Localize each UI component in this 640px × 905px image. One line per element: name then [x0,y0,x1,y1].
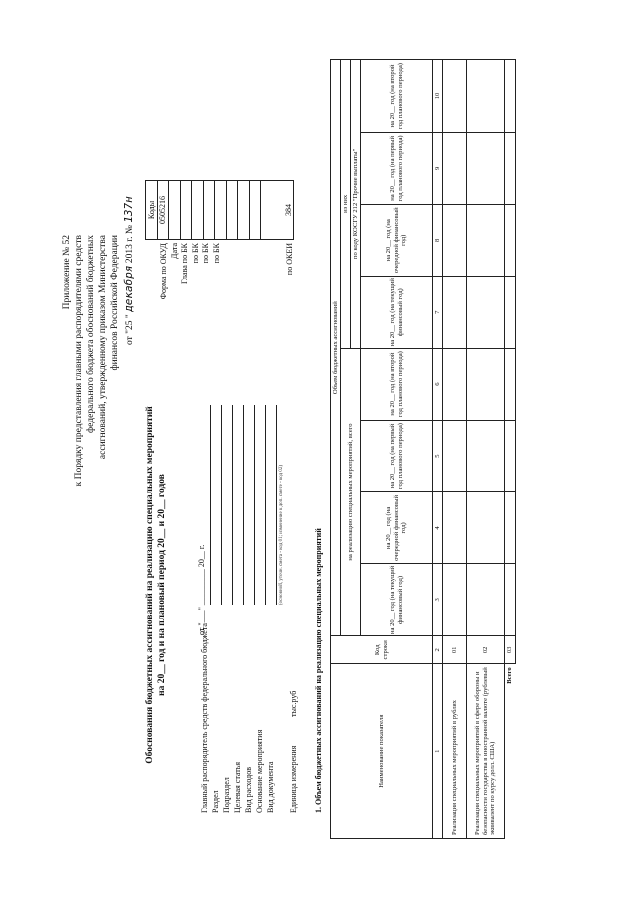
header-period-next: на 20__ год (на очередной финансовый год) [361,492,433,564]
field-subsection: Подраздел [222,777,231,813]
table-row-total [505,60,516,839]
code-date-value [169,181,181,240]
code-empty-3-value [249,181,261,240]
form-title-line-1: Обоснования бюджетных ассигнований на реализацию специальных мероприятий [145,406,155,764]
col-number-10: 10 [433,60,443,133]
header-period-plan1: на 20__ год (на первый год планового периода) [361,420,433,492]
field-section: Раздел [211,790,220,813]
header-kosgu-period-current: на 20__ год (на текущий финансовый год) [361,276,433,348]
header-indicator-name: Наименование показателя [331,664,433,839]
table-cell [467,60,505,133]
code-empty-1-value [226,181,238,240]
code-label-okud: Форма по ОКУД [159,243,168,300]
field-basis: Основание мероприятия [255,729,264,813]
field-target-item: Целевая статья [233,761,242,813]
table-cell [467,564,505,636]
table-cell [443,348,467,420]
col-number-9: 9 [433,132,443,204]
code-bk-3-value [215,181,227,240]
code-label-okei: по ОКЕИ [285,243,294,276]
codes-header: Коды [146,181,158,240]
code-chapter-value [180,181,192,240]
code-label-bk-3: по БК [212,243,221,264]
table-row [443,60,467,839]
header-of-them: из них [341,60,351,349]
code-label-date: Дата [170,243,179,259]
col-number-7: 7 [433,276,443,348]
code-bk-2-value [203,181,215,240]
code-bk-1-value [192,181,204,240]
table-cell [505,420,516,492]
unit-label: Единица измерения [289,745,298,813]
table-cell [467,276,505,348]
allocations-table [330,59,516,839]
table-cell [505,204,516,276]
col-number-8: 8 [433,204,443,276]
table-cell [443,132,467,204]
col-number-5: 5 [433,420,443,492]
col-number-2: 2 [433,636,443,664]
field-target-item-line [243,405,244,605]
codes-box [145,180,294,240]
table-cell [443,60,467,133]
header-kosgu-period-plan2: на 20__ год (на второй год планового периода) [361,60,433,133]
table-cell [467,132,505,204]
table-cell [505,132,516,204]
table-cell [443,492,467,564]
table-cell [505,564,516,636]
table-cell [505,60,516,133]
row-name-rubles: Реализация специальных мероприятий в рублях [443,664,467,839]
field-expense-type: Вид расходов [244,767,253,813]
field-main-manager: Главный распорядитель средств федерального бюджета [200,623,209,813]
code-label-bk-2: по БК [201,243,210,264]
header-kosgu-period-plan1: на 20__ год (на первый год планового периода) [361,132,433,204]
col-number-3: 3 [433,564,443,636]
field-basis-line [265,405,266,605]
header-period-plan2: на 20__ год (на второй год планового периода) [361,348,433,420]
order-date-line [123,196,136,345]
table-cell [443,276,467,348]
header-line-2: федерального бюджета обоснований бюджетных [86,235,96,433]
table-cell [467,348,505,420]
field-subsection-line [232,405,233,605]
header-budget-volume: Объем бюджетных ассигнований [331,60,341,636]
table-cell [467,420,505,492]
header-line-4: финансов Российской Федерации [110,235,120,371]
header-kosgu-212: по коду КОСГУ 212 "Прочие выплаты" [351,60,361,349]
form-title-line-2: на 20__ год и на плановый период 20__ и 20__ годов [157,474,167,696]
header-line-1: к Порядку представления главными распорядителями средств [74,235,84,487]
table-cell [443,204,467,276]
code-label-bk-1: по БК [191,243,200,264]
field-section-line [221,405,222,605]
table-cell [443,420,467,492]
table-cell [505,348,516,420]
order-from: от "25 " [125,314,135,345]
appendix-number: Приложение № 52 [62,235,72,310]
code-okud-value: 0505216 [157,181,169,240]
order-month: декабря [122,265,135,312]
table-row [467,60,505,839]
field-document-type-line [276,405,277,605]
section-title: 1. Объем бюджетных ассигнований на реализацию специальных мероприятий [314,528,323,813]
code-okei-value: 384 [261,181,294,240]
row-code-01: 01 [443,636,467,664]
table-cell [467,204,505,276]
date-line: от "___" _________ 20__ г. [197,544,206,635]
row-code-02: 02 [467,636,505,664]
col-number-1: 1 [433,664,443,839]
header-kosgu-period-next: на 20__ год (на очередной финансовый год) [361,204,433,276]
table-cell [505,276,516,348]
header-period-current: на 20__ год (на текущий финансовый год) [361,564,433,636]
col-number-4: 4 [433,492,443,564]
row-name-foreign-currency: Реализация специальных мероприятий в сфере обороны и безопасности государства в иностранной валюте (рублевый эквивалент по курсу долл. США) [467,664,505,839]
header-row-code: Код строки [331,636,433,664]
code-empty-2-value [238,181,250,240]
header-line-3: ассигнований, утвержденному приказом Министерства [98,235,108,460]
row-code-03: 03 [505,636,516,664]
table-cell [467,492,505,564]
col-number-6: 6 [433,348,443,420]
header-total-special: на реализацию специальных мероприятий, всего [341,348,361,636]
field-main-manager-line [210,405,211,605]
order-number: 137н [122,196,135,223]
table-cell [505,492,516,564]
unit-value: тыс.руб [289,690,298,717]
table-cell [443,564,467,636]
document-type-note: (основной, уточн. смета - код 01; изменение к доп. смете - код 02) [279,464,284,605]
field-expense-type-line [254,405,255,605]
code-label-chapter: Глава по БК [180,243,189,284]
order-year: 2013 г. № [125,225,135,264]
total-label: Всего [505,664,516,839]
field-document-type: Вид документа [266,761,275,813]
